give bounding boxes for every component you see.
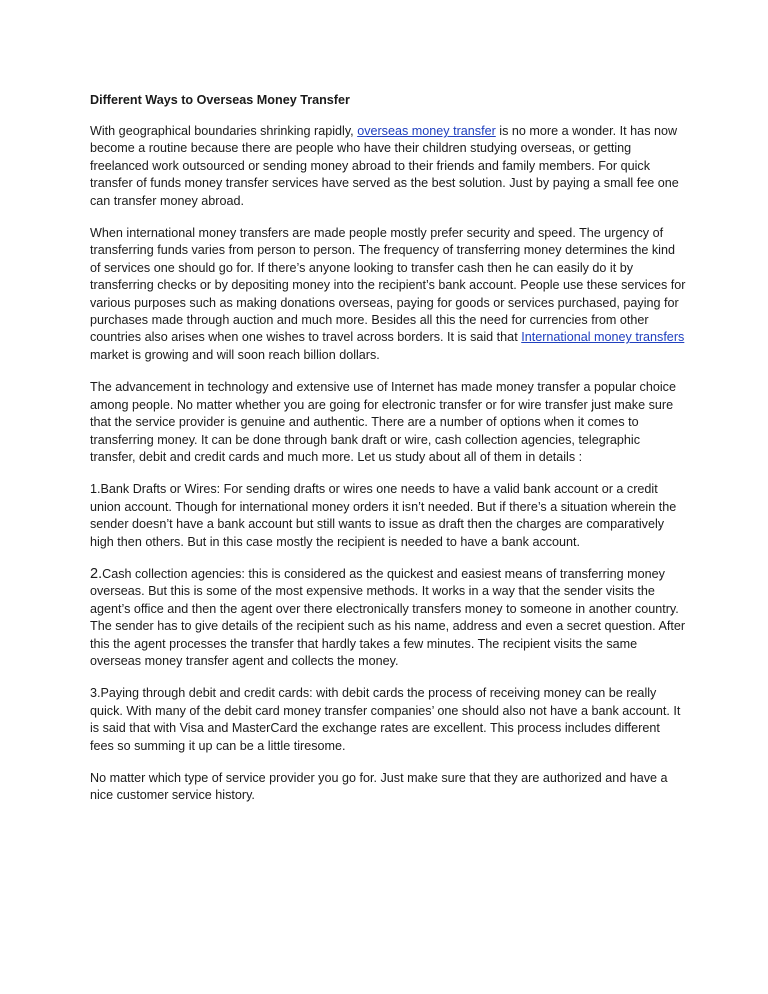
paragraph-debit-credit-cards: 3.Paying through debit and credit cards: with debit cards the process of receiving money can be really quick. With many of the debit card money transfer companies’ one should also not have a bank account. It is said that with Visa and MasterCard the exchange rates are excellent. This process includes different fees so summing it up can be a little tiresome. [90,686,681,753]
paragraph-technology: The advancement in technology and extensive use of Internet has made money transfer a popular choice among people. No matter whether you are going for electronic transfer or for wire transfer just make sure that the service provider is genuine and authentic. There are a number of options when it comes to transferring money. It can be done through bank draft or wire, cash collection agencies, telegraphic transfer, debit and credit cards and much more. Let us study about all of them in details : [90,380,676,464]
paragraph-security-speed [90,225,686,364]
paragraph-intro-text-after: is no more a wonder. It has now become a routine because there are people who have their children studying overseas, or getting freelanced work outsourced or sending money abroad to their friends and family members. For quick transfer of funds money transfer services have served as the best solution. Just by paying a small fee one can transfer money abroad. [90,124,679,208]
paragraph-security-speed-text-after: market is growing and will soon reach billion dollars. [90,347,380,362]
international-money-transfers-link[interactable]: International money transfers [521,330,685,345]
overseas-money-transfer-link[interactable]: overseas money transfer [357,124,496,138]
paragraph-bank-drafts: 1.Bank Drafts or Wires: For sending drafts or wires one needs to have a valid bank account or a credit union account. Though for international money orders it isn’t needed. But if there’s a situation wherein the sender doesn’t have a bank account but still wants to issue as draft then the charges are comparatively high then others. But in this case mostly the recipient is needed to have a bank account. [90,482,677,549]
paragraph-security-speed-text-before: When international money transfers are made people mostly prefer security and speed. The urgency of transferring funds varies from person to person. The frequency of transferring money determines the kind of services one should go for. If there’s anyone looking to transfer cash then he can easily do it by transferring checks or by depositing money into the recipient’s bank account. People use these services for various purposes such as making donations overseas, paying for goods or services purchased, paying for purchases made through auction and much more. Besides all this the need for currencies from other countries also arises when one wishes to travel across borders. It is said that [90,226,686,345]
paragraph-conclusion: No matter which type of service provider you go for. Just make sure that they are authorized and have a nice customer service history. [90,771,668,803]
document-title: Different Ways to Overseas Money Transfer [90,93,350,107]
paragraph-intro [90,123,686,210]
paragraph-cash-collection-number: 2. [90,565,103,582]
paragraph-cash-collection [90,566,686,670]
paragraph-intro-text-before: With geographical boundaries shrinking rapidly, [90,124,358,138]
document-body [90,92,686,820]
paragraph-cash-collection-text: Cash collection agencies: this is considered as the quickest and easiest means of transferring money overseas. But this is some of the most expensive methods. It works in a way that the sender visits the agent’s office and then the agent over there electronically transfers money to someone in another country. The sender has to give details of the recipient such as his name, address and even a secret question. After this the agent processes the transfer that hardly takes a few minutes. The recipient visits the same overseas money transfer agent and collects the money. [90,566,686,668]
